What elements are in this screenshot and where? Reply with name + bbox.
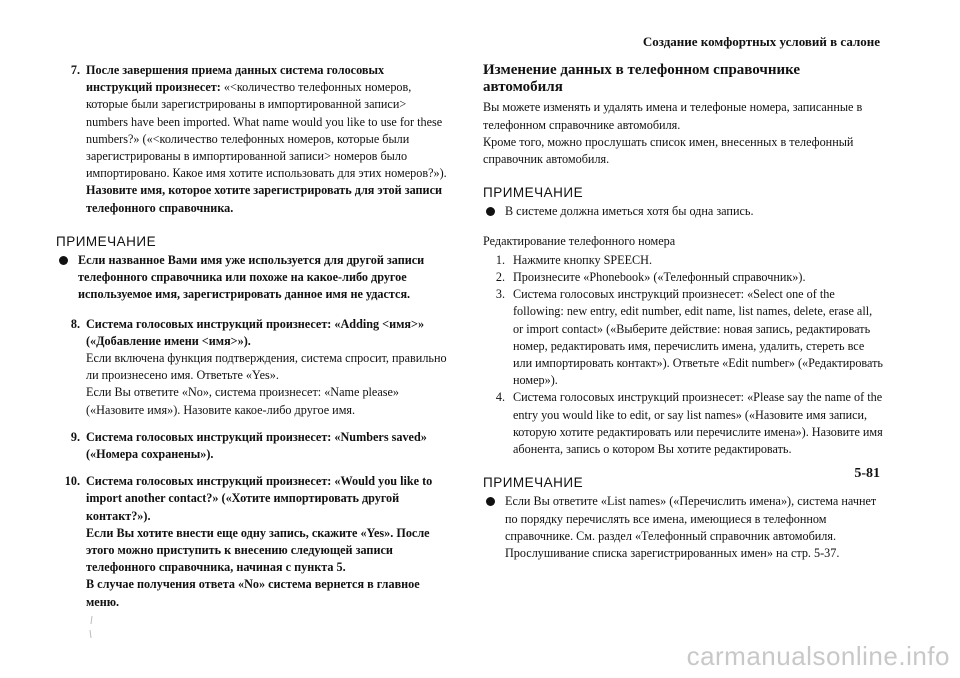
note-heading: ПРИМЕЧАНИЕ — [56, 233, 157, 249]
edit-step — [483, 269, 883, 286]
note-bullet — [483, 493, 883, 562]
running-header: Создание комфортных условий в салоне — [642, 34, 880, 49]
note-bullet — [56, 252, 448, 304]
step-number: 1. — [495, 252, 505, 267]
step-10 — [56, 473, 448, 611]
step-9-text: Система голосовых инструкций произнесет: «Numbers saved» («Номера сохранены»). — [86, 429, 427, 462]
step-text: Система голосовых инструкций произнесет: «Please say the name of the entry you would like to edit, or say list names» («Назовите имя записи, которую хотите редактировать или перечислите имена»). Назовите имя абонента, запись о котором Вы хотите редактировать. — [513, 390, 883, 457]
step-8 — [56, 316, 448, 419]
step-7 — [56, 62, 448, 217]
step-10-line3: В случае получения ответа «No» система вернется в главное меню. — [86, 577, 420, 609]
step-text: Нажмите кнопку SPEECH. — [513, 252, 653, 267]
step-10-line1: Система голосовых инструкций произнесет: «Would you like to import another contact?» («Хотите импортировать другой контакт?»). — [86, 474, 433, 523]
step-8-line2: Если включена функция подтверждения, система спросит, правильно ли произнесено имя. Ответьте «Yes». — [86, 351, 447, 383]
note-text: В системе должна иметься хотя бы одна запись. — [505, 204, 754, 219]
edit-subtitle: Редактирование телефонного номера — [483, 233, 676, 248]
step-7-lead: После завершения приема данных система голосовых инструкций произнесет: — [86, 63, 385, 95]
step-text: Система голосовых инструкций произнесет: «Select one of the following: new entry, edit number, edit name, list names, delete, erase all, or import contact» («Выберите действие: новая запись, редактировать номер, редактировать имя, перечислить имена, удалить, стереть все или импортировать контакт»). Ответьте «Edit number» («Редактировать номер»). — [513, 287, 883, 388]
step-number: 4. — [495, 390, 505, 405]
bullet-dot-icon — [59, 256, 68, 265]
step-number: 8. — [70, 316, 80, 331]
left-column — [56, 62, 448, 621]
step-number: 3. — [495, 287, 505, 302]
note-text: Если Вы ответите «List names» («Перечислить имена»), система начнет по порядку перечислять все имена, имеющиеся в телефонном справочнике. См. раздел «Телефонный справочник автомобиля. Прослушивание списка зарегистрированных имен» на стр. 5-37. — [505, 494, 877, 561]
watermark: carmanualsonline.info — [686, 641, 950, 671]
step-number: 9. — [70, 429, 80, 444]
step-number: 10. — [64, 474, 80, 489]
page-number: 5-81 — [854, 466, 880, 481]
step-9 — [56, 429, 448, 463]
section-title: Изменение данных в телефонном справочнике автомобиля — [483, 62, 801, 96]
step-8-line1: Система голосовых инструкций произнесет: «Adding <имя>» («Добавление имени <имя>»). — [86, 316, 425, 348]
step-7-instruction: Назовите имя, которое хотите зарегистрировать для этой записи телефонного справочника. — [86, 183, 442, 215]
step-number: 2. — [495, 270, 505, 285]
step-8-line3: Если Вы ответите «No», система произнесет: «Name please» («Назовите имя»). Назовите какое-либо другое имя. — [86, 385, 399, 417]
step-number: 7. — [70, 63, 80, 77]
edit-step — [483, 252, 883, 269]
bullet-dot-icon — [486, 207, 495, 216]
note-bullet — [483, 203, 883, 220]
step-10-line2: Если Вы хотите внести еще одну запись, скажите «Yes». После этого можно приступить к внесению следующей записи телефонного справочника, начиная с пункта 5. — [86, 525, 430, 575]
intro-paragraph-2: Кроме того, можно прослушать список имен, внесенных в телефонный справочник автомобиля. — [483, 134, 854, 167]
note-text: Если названное Вами имя уже используется для другой записи телефонного справочника или похоже на какое-либо другое используемое имя, зарегистрировать данное имя не удастся. — [78, 253, 425, 302]
step-7-quote: «<количество телефонных номеров, которые были зарегистрированы в импортированной записи> numbers have been imported. What name would you like to use for these numbers?» («<количество телефонных номеров, которые были зарегистрированы в импортированной записи> номеров было импортировано. Какое имя хотите использовать для этих номеров?»). — [86, 80, 447, 181]
step-text: Произнесите «Phonebook» («Телефонный справочник»). — [513, 270, 806, 285]
edit-step — [483, 389, 883, 458]
bullet-dot-icon — [486, 497, 495, 506]
note-heading: ПРИМЕЧАНИЕ — [483, 475, 584, 491]
margin-mark-icon — [86, 614, 96, 642]
intro-paragraph-1: Вы можете изменять и удалять имена и телефоные номера, записанные в телефонном справочнике автомобиля. — [483, 100, 863, 132]
note-heading: ПРИМЕЧАНИЕ — [483, 185, 584, 201]
right-column — [483, 62, 883, 574]
edit-step — [483, 286, 883, 389]
